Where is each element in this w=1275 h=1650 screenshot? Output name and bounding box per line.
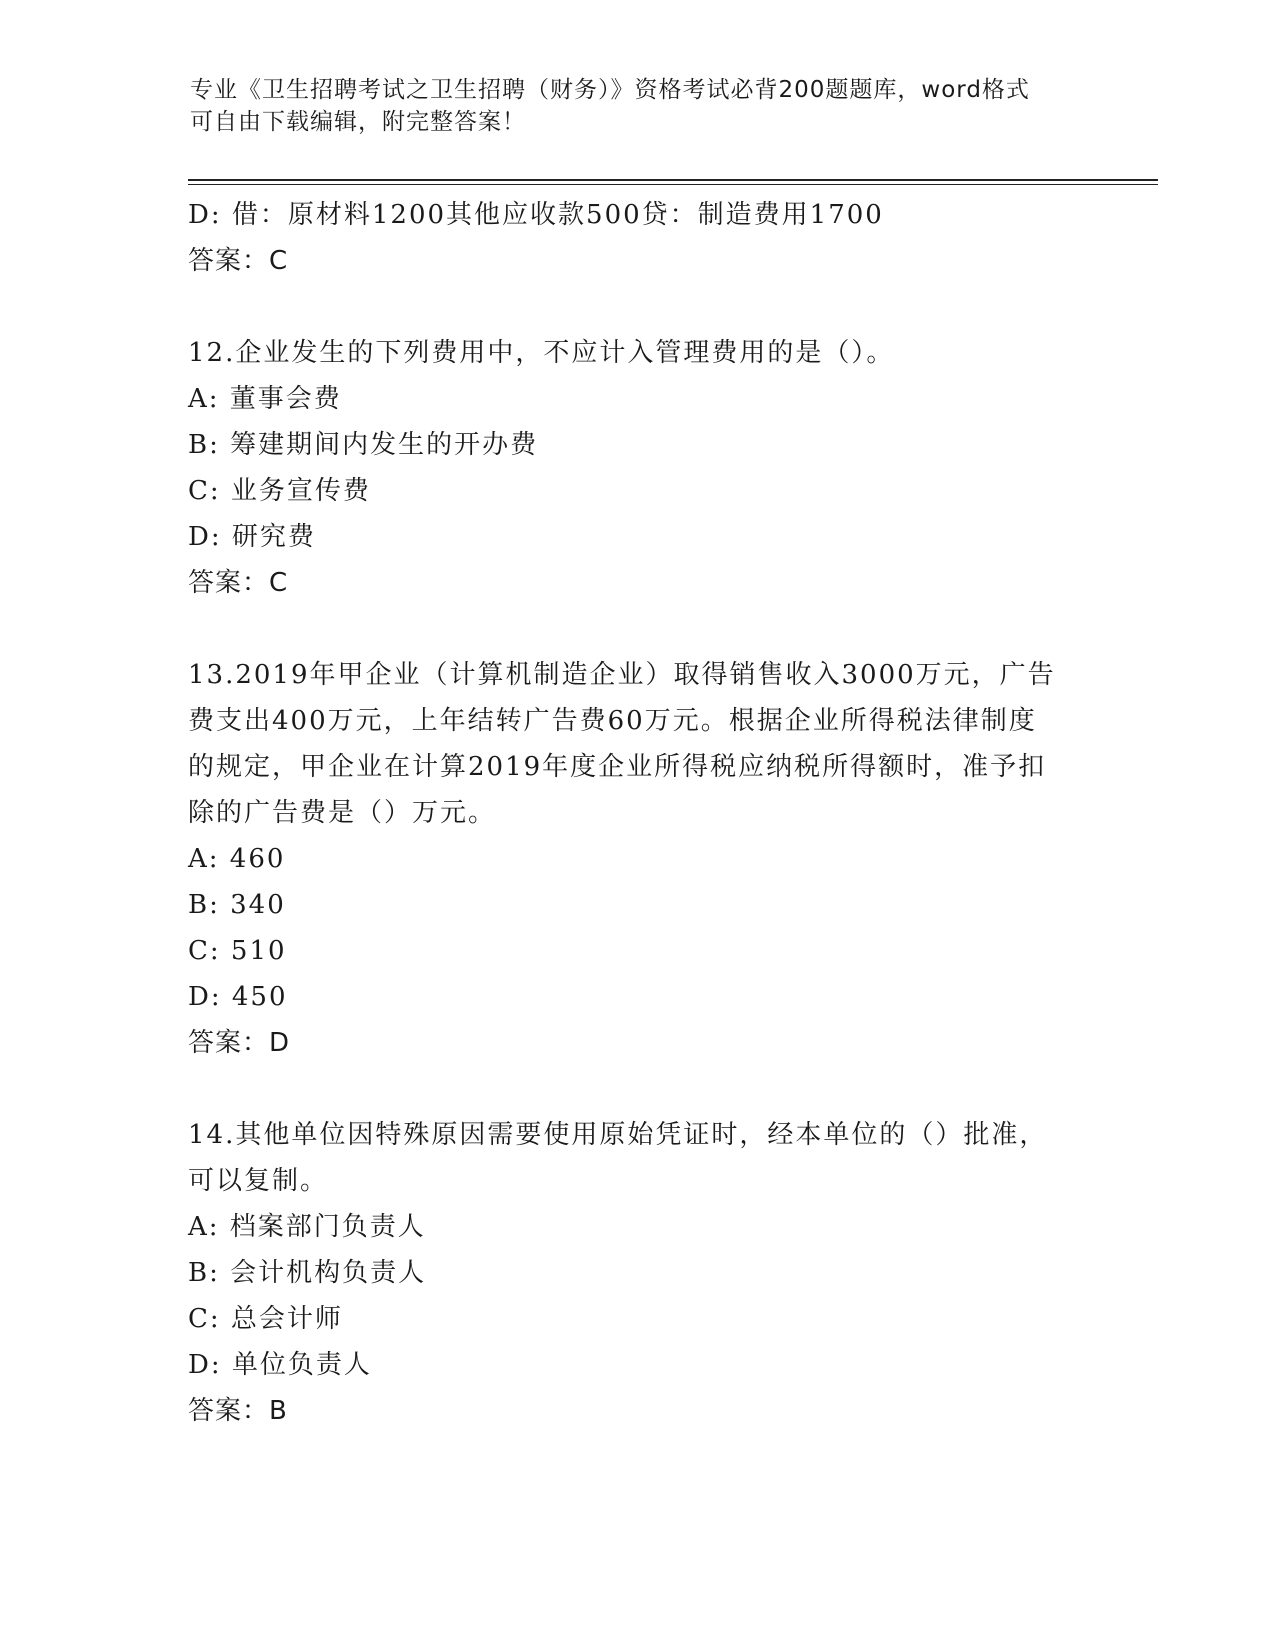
option-a: A: 档案部门负责人 — [188, 1212, 426, 1242]
question-stem: 可以复制。 — [188, 1166, 329, 1196]
header-divider-thick — [188, 179, 1158, 181]
option-c: C: 业务宣传费 — [188, 476, 371, 506]
option-c: C: 总会计师 — [188, 1304, 343, 1334]
question-stem: 费支出400万元，上年结转广告费60万元。根据企业所得税法律制度 — [188, 706, 1037, 736]
answer: 答案：D — [188, 1028, 291, 1058]
answer: 答案：B — [188, 1396, 288, 1426]
prev-option-d: D: 借：原材料1200其他应收款500贷：制造费用1700 — [188, 200, 884, 230]
question-stem: 14.其他单位因特殊原因需要使用原始凭证时，经本单位的（）批准， — [188, 1120, 1048, 1150]
question-13 — [188, 652, 1088, 1066]
question-stem: 除的广告费是（）万元。 — [188, 798, 497, 828]
option-a: A: 460 — [188, 844, 286, 874]
option-a: A: 董事会费 — [188, 384, 342, 414]
option-b: B: 340 — [188, 890, 286, 920]
option-b: B: 会计机构负责人 — [188, 1258, 427, 1288]
option-c: C: 510 — [188, 936, 287, 966]
question-14 — [188, 1112, 1088, 1434]
header-line-1: 专业《卫生招聘考试之卫生招聘（财务）》资格考试必背200题题库，word格式 — [190, 77, 1030, 103]
document-header — [190, 74, 1090, 138]
question-stem: 的规定，甲企业在计算2019年度企业所得税应纳税所得额时，准予扣 — [188, 752, 1047, 782]
answer: 答案：C — [188, 568, 289, 598]
prev-answer: 答案：C — [188, 246, 289, 276]
option-d: D: 研究费 — [188, 522, 316, 552]
option-d: D: 单位负责人 — [188, 1350, 372, 1380]
option-d: D: 450 — [188, 982, 288, 1012]
question-stem: 12.企业发生的下列费用中，不应计入管理费用的是（）。 — [188, 338, 895, 368]
question-12 — [188, 330, 1088, 606]
header-divider-thin — [188, 184, 1158, 185]
question-stem: 13.2019年甲企业（计算机制造企业）取得销售收入3000万元，广告 — [188, 660, 1056, 690]
header-line-2: 可自由下载编辑，附完整答案！ — [190, 109, 526, 135]
option-b: B: 筹建期间内发生的开办费 — [188, 430, 539, 460]
question-content — [188, 192, 1088, 1434]
